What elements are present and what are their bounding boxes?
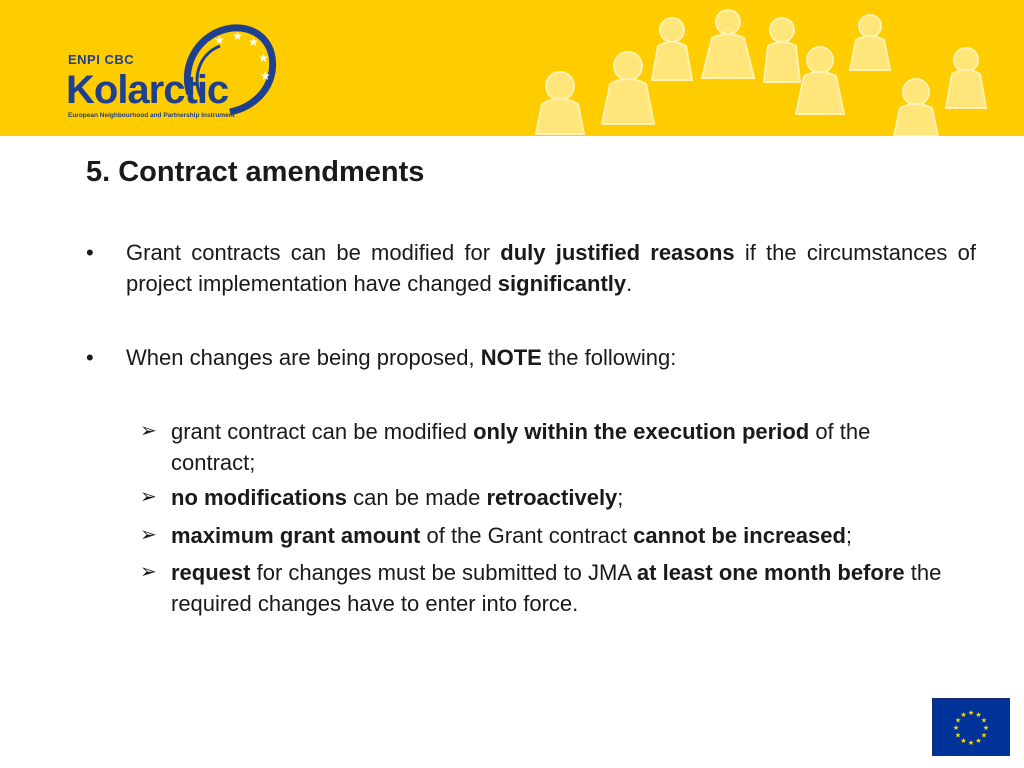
eu-stars-icon — [933, 699, 1009, 755]
svg-text:★: ★ — [952, 724, 960, 732]
slide-title: 5. Contract amendments — [86, 156, 425, 188]
svg-text:★: ★ — [967, 709, 975, 717]
bullet-marker: • — [86, 240, 94, 265]
svg-text:★: ★ — [260, 69, 271, 83]
eu-flag — [932, 698, 1010, 756]
bullet-text: When changes are being proposed, NOTE the following: — [126, 345, 677, 370]
svg-text:★: ★ — [954, 731, 962, 740]
svg-text:★: ★ — [975, 737, 982, 745]
svg-text:★: ★ — [214, 33, 225, 47]
header-banner — [0, 0, 1024, 136]
arrow-bullet-icon: ➢ — [140, 524, 157, 546]
sub-item-text: maximum grant amount of the Grant contract cannot be increased; — [171, 523, 853, 548]
svg-text:★: ★ — [975, 711, 982, 719]
bullet-item — [86, 342, 976, 373]
sub-item — [140, 416, 960, 478]
svg-text:★: ★ — [960, 711, 967, 719]
svg-text:★: ★ — [967, 739, 975, 747]
svg-text:★: ★ — [232, 29, 243, 43]
sub-item — [140, 557, 960, 619]
brand-tagline: European Neighbourhood and Partnership Instrument — [68, 112, 235, 119]
sub-item-text: request for changes must be submitted to JMA at least one month before the required changes have to enter into force. — [171, 560, 942, 616]
sub-item — [140, 520, 960, 551]
sub-item-text: no modifications can be made retroactively; — [171, 485, 624, 510]
svg-text:★: ★ — [954, 716, 962, 725]
brand-name: Kolarctic — [66, 68, 229, 112]
svg-text:★: ★ — [982, 724, 990, 732]
bullet-marker: • — [86, 345, 94, 370]
arrow-bullet-icon: ➢ — [140, 486, 157, 508]
program-label: ENPI CBC — [68, 52, 135, 67]
arrow-bullet-icon: ➢ — [140, 420, 157, 442]
svg-text:★: ★ — [980, 731, 988, 740]
children-illustration — [520, 0, 1024, 136]
bullet-text: Grant contracts can be modified for duly justified reasons if the circumstances of project implementation have changed significantly. — [126, 240, 976, 296]
kolarctic-logo — [62, 22, 282, 122]
sub-item — [140, 482, 960, 513]
svg-text:★: ★ — [960, 737, 967, 745]
svg-text:★: ★ — [248, 35, 259, 49]
bullet-item — [86, 237, 976, 299]
svg-text:★: ★ — [980, 716, 988, 725]
svg-text:★: ★ — [258, 51, 269, 65]
arrow-bullet-icon: ➢ — [140, 561, 157, 583]
sub-item-text: grant contract can be modified only within the execution period of the contract; — [171, 419, 871, 475]
